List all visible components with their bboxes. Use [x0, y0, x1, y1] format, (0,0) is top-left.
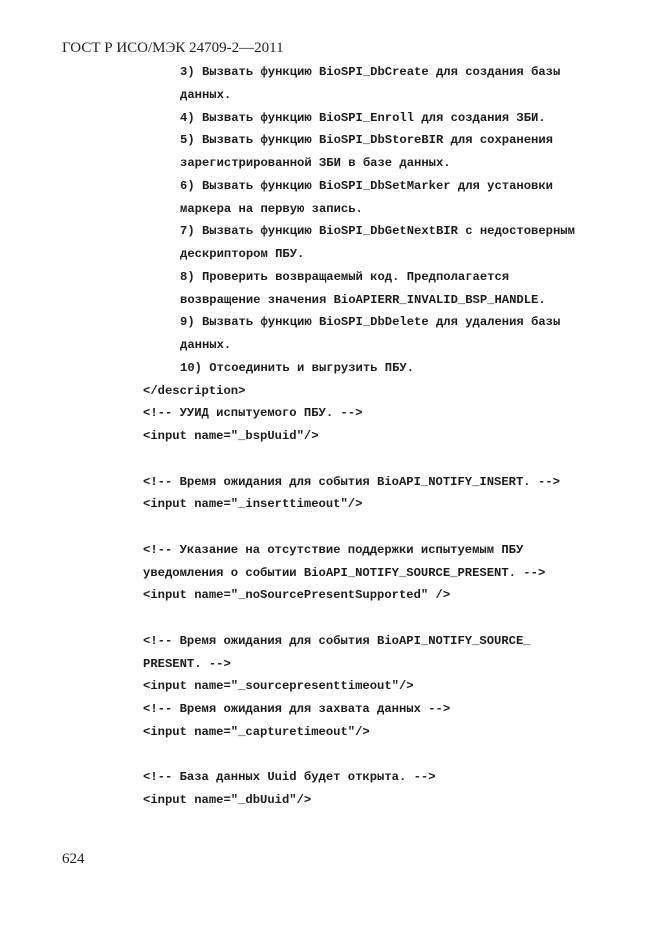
xml-comment: <!-- Время ожидания для захвата данных --> [143, 702, 451, 716]
description-step-line: 10) Отсоединить и выгрузить ПБУ. [180, 360, 415, 375]
blank-line [0, 448, 661, 471]
description-step-line: 3) Вызвать функцию BioSPI_DbCreate для создания базы [180, 65, 561, 79]
page-number: 624 [62, 851, 85, 867]
description-step-line: 9) Вызвать функцию BioSPI_DbDelete для удаления базы [180, 315, 561, 330]
code-listing [0, 61, 661, 812]
xml-comment: PRESENT. --> [143, 656, 231, 671]
xml-comment: <!-- Время ожидания для события BioAPI_NOTIFY_INSERT. --> [143, 474, 560, 489]
description-step-line: 5) Вызвать функцию BioSPI_DbStoreBIR для сохранения [180, 133, 553, 148]
xml-comment: уведомления о событии BioAPI_NOTIFY_SOURCE_PRESENT. --> [143, 565, 546, 580]
description-step-line: 4) Вызвать функцию BioSPI_Enroll для создания ЗБИ. [180, 110, 546, 125]
description-close-tag: </description> [143, 383, 246, 398]
standard-header: ГОСТ Р ИСО/МЭК 24709-2—2011 [62, 40, 284, 56]
description-step-line: данных. [180, 338, 232, 352]
input-tag: <input name="_noSourcePresentSupported" /> [143, 588, 451, 603]
description-step-line: 6) Вызвать функцию BioSPI_DbSetMarker для установки [180, 178, 553, 193]
description-step-line: возвращение значения BioAPIERR_INVALID_BSP_HANDLE. [180, 292, 546, 307]
description-step-line: данных. [180, 87, 232, 102]
description-step-line: 7) Вызвать функцию BioSPI_DbGetNextBIR с недостоверным [180, 224, 575, 239]
input-tag: <input name="_dbUuid"/> [143, 793, 312, 807]
input-tag: <input name="_bspUuid"/> [143, 429, 319, 443]
description-step-line: 8) Проверить возвращаемый код. Предполагается [180, 269, 510, 284]
xml-comment: <!-- Указание на отсутствие поддержки испытуемым ПБУ [143, 542, 524, 557]
input-tag: <input name="_capturetimeout"/> [143, 724, 370, 739]
input-tag: <input name="_sourcepresenttimeout"/> [143, 679, 414, 694]
xml-comment: <!-- УУИД испытуемого ПБУ. --> [143, 406, 363, 421]
description-step-line: дескриптором ПБУ. [180, 247, 305, 261]
input-tag: <input name="_inserttimeout"/> [143, 497, 363, 512]
description-step-line: маркера на первую запись. [180, 201, 363, 216]
blank-line [0, 607, 661, 630]
xml-comment: <!-- База данных Uuid будет открыта. --> [143, 770, 436, 785]
blank-line [0, 744, 661, 767]
blank-line [0, 516, 661, 539]
description-step-line: зарегистрированной ЗБИ в базе данных. [180, 156, 451, 170]
xml-comment: <!-- Время ожидания для события BioAPI_NOTIFY_SOURCE_ [143, 633, 531, 648]
